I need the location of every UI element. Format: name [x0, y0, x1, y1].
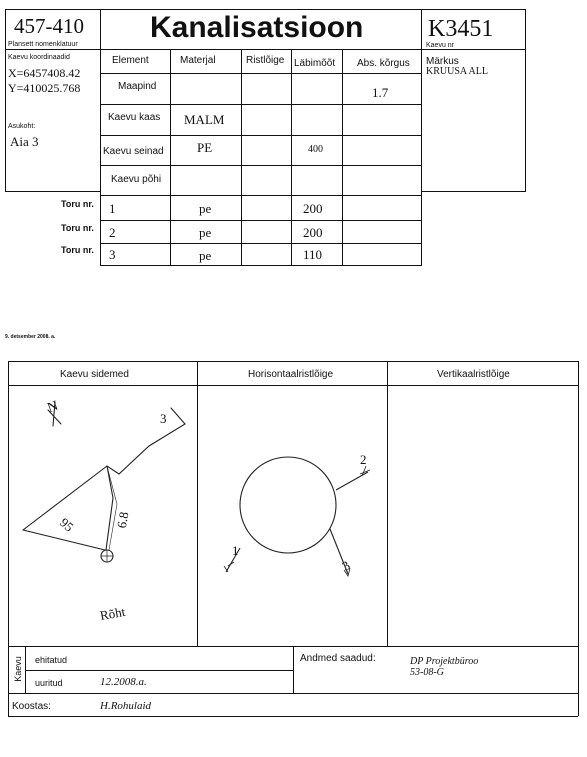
pipe-diameter-3: 110 — [303, 247, 323, 262]
compiled-label: Koostas: — [12, 701, 51, 712]
col-header-horizontal: Horisontaalristlõige — [248, 369, 334, 380]
pipe-diameter-2: 200 — [303, 225, 323, 240]
header-abs-height: Abs. kõrgus — [357, 58, 410, 69]
row-material-1: MALM — [184, 112, 225, 127]
surveyed-label: uuritud — [35, 678, 63, 688]
well-number-label: Kaevu nr — [426, 42, 455, 49]
pipe-no-1: 1 — [109, 201, 116, 216]
pipe-material-3: pe — [199, 248, 212, 263]
nomenclature: 457-410 — [14, 14, 84, 38]
data-source-label: Andmed saadud: — [300, 653, 376, 664]
date-note: 9. detsember 2008. a. — [5, 334, 56, 340]
coordinate-y: Y=410025.768 — [8, 81, 81, 95]
notes-label: Märkus — [426, 56, 459, 67]
col-header-connections: Kaevu sidemed — [60, 369, 129, 380]
pipe-label-2: Toru nr. — [61, 223, 94, 233]
horizontal-cross-section — [198, 386, 387, 646]
data-source-value: DP Projektbüroo — [410, 656, 479, 667]
header-material: Materjal — [180, 55, 216, 66]
header-element: Element — [112, 55, 149, 66]
header-diameter: Läbimõõt — [294, 58, 336, 69]
cross-label-3: 3 — [339, 557, 353, 574]
col-header-vertical: Vertikaalristlõige — [437, 369, 510, 380]
pipe-diameter-1: 200 — [303, 201, 323, 216]
coordinate-x: X=6457408.42 — [8, 66, 81, 80]
sketch-seg-b: 95 — [57, 514, 77, 535]
surveyed-value: 12.2008.a. — [100, 676, 147, 688]
side-label: Kaevu — [13, 656, 23, 682]
built-label: ehitatud — [35, 655, 68, 665]
pipe-label-3: Toru nr. — [61, 245, 94, 255]
coordinates-label: Kaevu koordinaadid — [8, 54, 70, 61]
page-title: Kanalisatsioon — [150, 11, 364, 44]
row-element-2: Kaevu seinad — [103, 146, 164, 157]
notes-value: KRUUSA ALL — [426, 66, 488, 77]
nomenclature-label: Plansett nomenklatuur — [8, 41, 78, 48]
compiled-value: H.Rohulaid — [100, 700, 152, 712]
sketch-signature: Rõht — [98, 603, 127, 624]
cross-label-1: 1 — [232, 543, 239, 558]
pipe-label-1: Toru nr. — [61, 199, 94, 209]
location-label: Asukoht: — [8, 123, 36, 130]
header-cross-section: Ristlõige — [246, 55, 285, 66]
sketch-seg-a: 3 — [160, 411, 167, 426]
pipe-no-3: 3 — [109, 247, 116, 262]
well-number: K3451 — [428, 16, 494, 42]
row-element-3: Kaevu põhi — [111, 174, 162, 185]
row-element-0: Maapind — [118, 81, 157, 92]
cross-label-2: 2 — [360, 452, 367, 467]
pipe-no-2: 2 — [109, 225, 116, 240]
pipe-material-2: pe — [199, 225, 212, 240]
row-material-2: PE — [197, 140, 213, 155]
location-value: Aia 3 — [10, 134, 39, 149]
row-diameter-2: 400 — [308, 144, 323, 155]
sketch-north: N — [45, 398, 61, 417]
row-element-1: Kaevu kaas — [108, 112, 161, 123]
data-source-code: 53-08-G — [410, 667, 444, 678]
pipe-material-1: pe — [199, 201, 212, 216]
row-height-0: 1.7 — [372, 85, 389, 100]
sketch-seg-c: 6.8 — [113, 510, 132, 530]
